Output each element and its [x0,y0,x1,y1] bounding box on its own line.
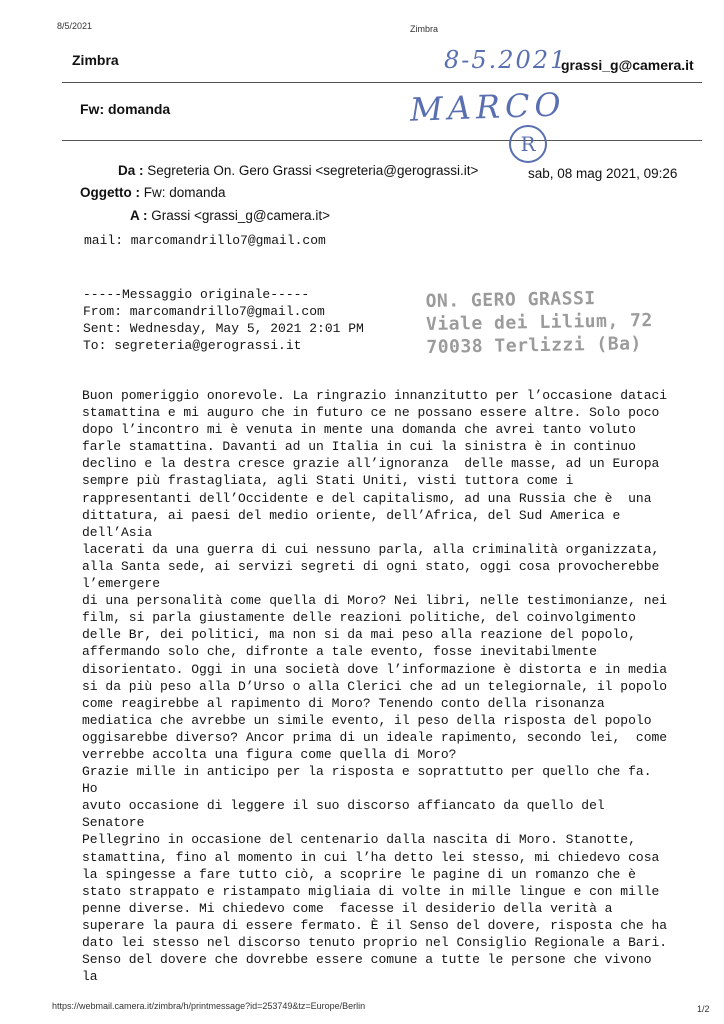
body-line: penne diverse. Mi chiedevo come facesse il desiderio della verità a [82,900,613,916]
body-line: farle stamattina. Davanti ad un Italia in cui la sinistra è in continuo [82,439,636,455]
body-line: Pellegrino in occasione del centenario dalla nascita di Moro. Stanotte, [82,832,636,848]
body-line: Grazie mille in anticipo per la risposta e soprattutto per quello che fa. [82,764,652,780]
body-line: l’emergere [82,576,161,592]
body-line: la spingesse a fare tutto ciò, a scoprire le pagine di un romanzo che è [82,866,636,882]
subject-label: Oggetto : [80,185,140,200]
body-line: disorientato. Oggi in una società dove l’informazione è distorta e in media [82,661,668,677]
stamp-line-2: Viale dei Lilium, 72 [425,310,653,335]
circled-mark-text: R [520,132,536,156]
original-separator: -----Messaggio originale----- [83,287,310,302]
body-line: si da più peso alla D’Urso o alla Clerici che ad un telegiornale, il popolo [82,678,668,694]
body-line: lacerati da una guerra di cui nessuno parla, alla criminalità organizzata, [82,541,660,557]
from-label: Da : [118,163,144,178]
message-date: sab, 08 mag 2021, 09:26 [528,166,678,181]
body-line: Buon pomeriggio onorevole. La ringrazio innanzitutto per l’occasione dataci [82,388,668,403]
body-line: di una personalità come quella di Moro? Nei libri, nelle testimonianze, nei [82,593,668,609]
stamp-line-3: 70038 Terlizzi (Ba) [426,333,642,358]
body-line: dato lei stesso nel discorso tenuto proprio nel Consiglio Regionale a Bari. [82,935,668,950]
body-line: oggisarebbe diverso? Ancor prima di un ideale rapimento, secondo lei, come [82,729,668,745]
body-line: sempre più frastagliata, agli Stati Uniti, visti tuttora come i [82,473,574,489]
account-email: grassi_g@camera.it [561,57,694,73]
body-line: avuto occasione di leggere il suo discorso affiancato da quello del [82,798,605,814]
stamp-line-1: ON. GERO GRASSI [425,288,596,312]
footer-url[interactable]: https://webmail.camera.it/zimbra/h/printmessage?id=253749&tz=Europe/Berlin [52,1001,366,1011]
subject-row [80,185,226,200]
original-sent: Sent: Wednesday, May 5, 2021 2:01 PM [83,321,364,336]
body-line: dell’Asia [82,524,153,540]
body-line: declino e la destra cresce grazie all’ignoranza delle masse, ad un Europa [82,456,660,472]
body-line: dittatura, ai paesi del medio oriente, dell’Africa, del Sud America e [82,507,621,523]
message-body [82,387,667,985]
header-divider [62,82,702,83]
body-line: delle Br, dei politici, ma non si da mai peso alla reazione del popolo, [82,627,636,643]
print-date: 8/5/2021 [57,21,93,31]
body-line: alla Santa sede, ai servizi segreti di ogni stato, oggi cosa provocherebbe [82,558,660,574]
handwritten-name: MARCO [409,85,567,129]
subject-value: Fw: domanda [143,185,226,200]
body-line: come reagirebbe al rapimento di Moro? Tenendo conto della risonanza [82,695,605,711]
print-app-name: Zimbra [410,24,439,34]
footer-page-number: 1/2 [697,1004,710,1014]
body-line: Ho [82,781,98,797]
body-line: verrebbe accolta una figura come quella di Moro? [82,746,457,762]
body-line: Senso del dovere che dovrebbe essere comune a tutte le persone che vivono [82,952,652,968]
original-from: From: marcomandrillo7@gmail.com [83,304,325,319]
to-value[interactable]: Grassi <grassi_g@camera.it> [151,208,331,223]
body-line: stamattina e mi auguro che in futuro ce ne possano essere altre. Solo poco [82,405,660,421]
from-row [118,163,478,178]
handwritten-date: 8-5.2021 [444,46,568,74]
app-name: Zimbra [72,52,119,68]
subject-divider [62,140,702,141]
body-line: affermando solo che, difronte a tale evento, fosse inevitabilmente [82,644,597,660]
original-to: To: segreteria@gerograssi.it [83,338,302,353]
body-line: la [82,969,98,985]
address-stamp [425,286,653,359]
body-line: stato strappato e ristampato migliaia di volte in mille lingue e con mille [82,883,660,899]
from-value[interactable]: Segreteria On. Gero Grassi <segreteria@gerograssi.it> [147,163,479,178]
body-line: dopo l’incontro mi è venuta in mente una domanda che avrei tanto voluto [82,422,636,438]
to-label: A : [130,208,148,223]
body-line: film, si parla giustamente delle reazioni politiche, del coinvolgimento [82,610,636,626]
to-row [130,208,330,223]
body-line: stamattina, fino al momento in cui l’ha detto lei stesso, mi chiedevo cosa [82,849,660,865]
body-line: Senatore [82,815,145,831]
circled-mark [509,125,547,163]
mail-line: mail: marcomandrillo7@gmail.com [84,233,326,248]
body-line: mediatica che avrebbe un simile evento, il peso della risposta del popolo [82,712,652,728]
subject-title: Fw: domanda [80,101,171,117]
body-line: superare la paura di essere fermato. È il Senso del dovere, risposta che ha [82,917,668,933]
body-line: rappresentanti dell’Occidente e del capitalismo, ad una Russia che è una [82,490,652,506]
